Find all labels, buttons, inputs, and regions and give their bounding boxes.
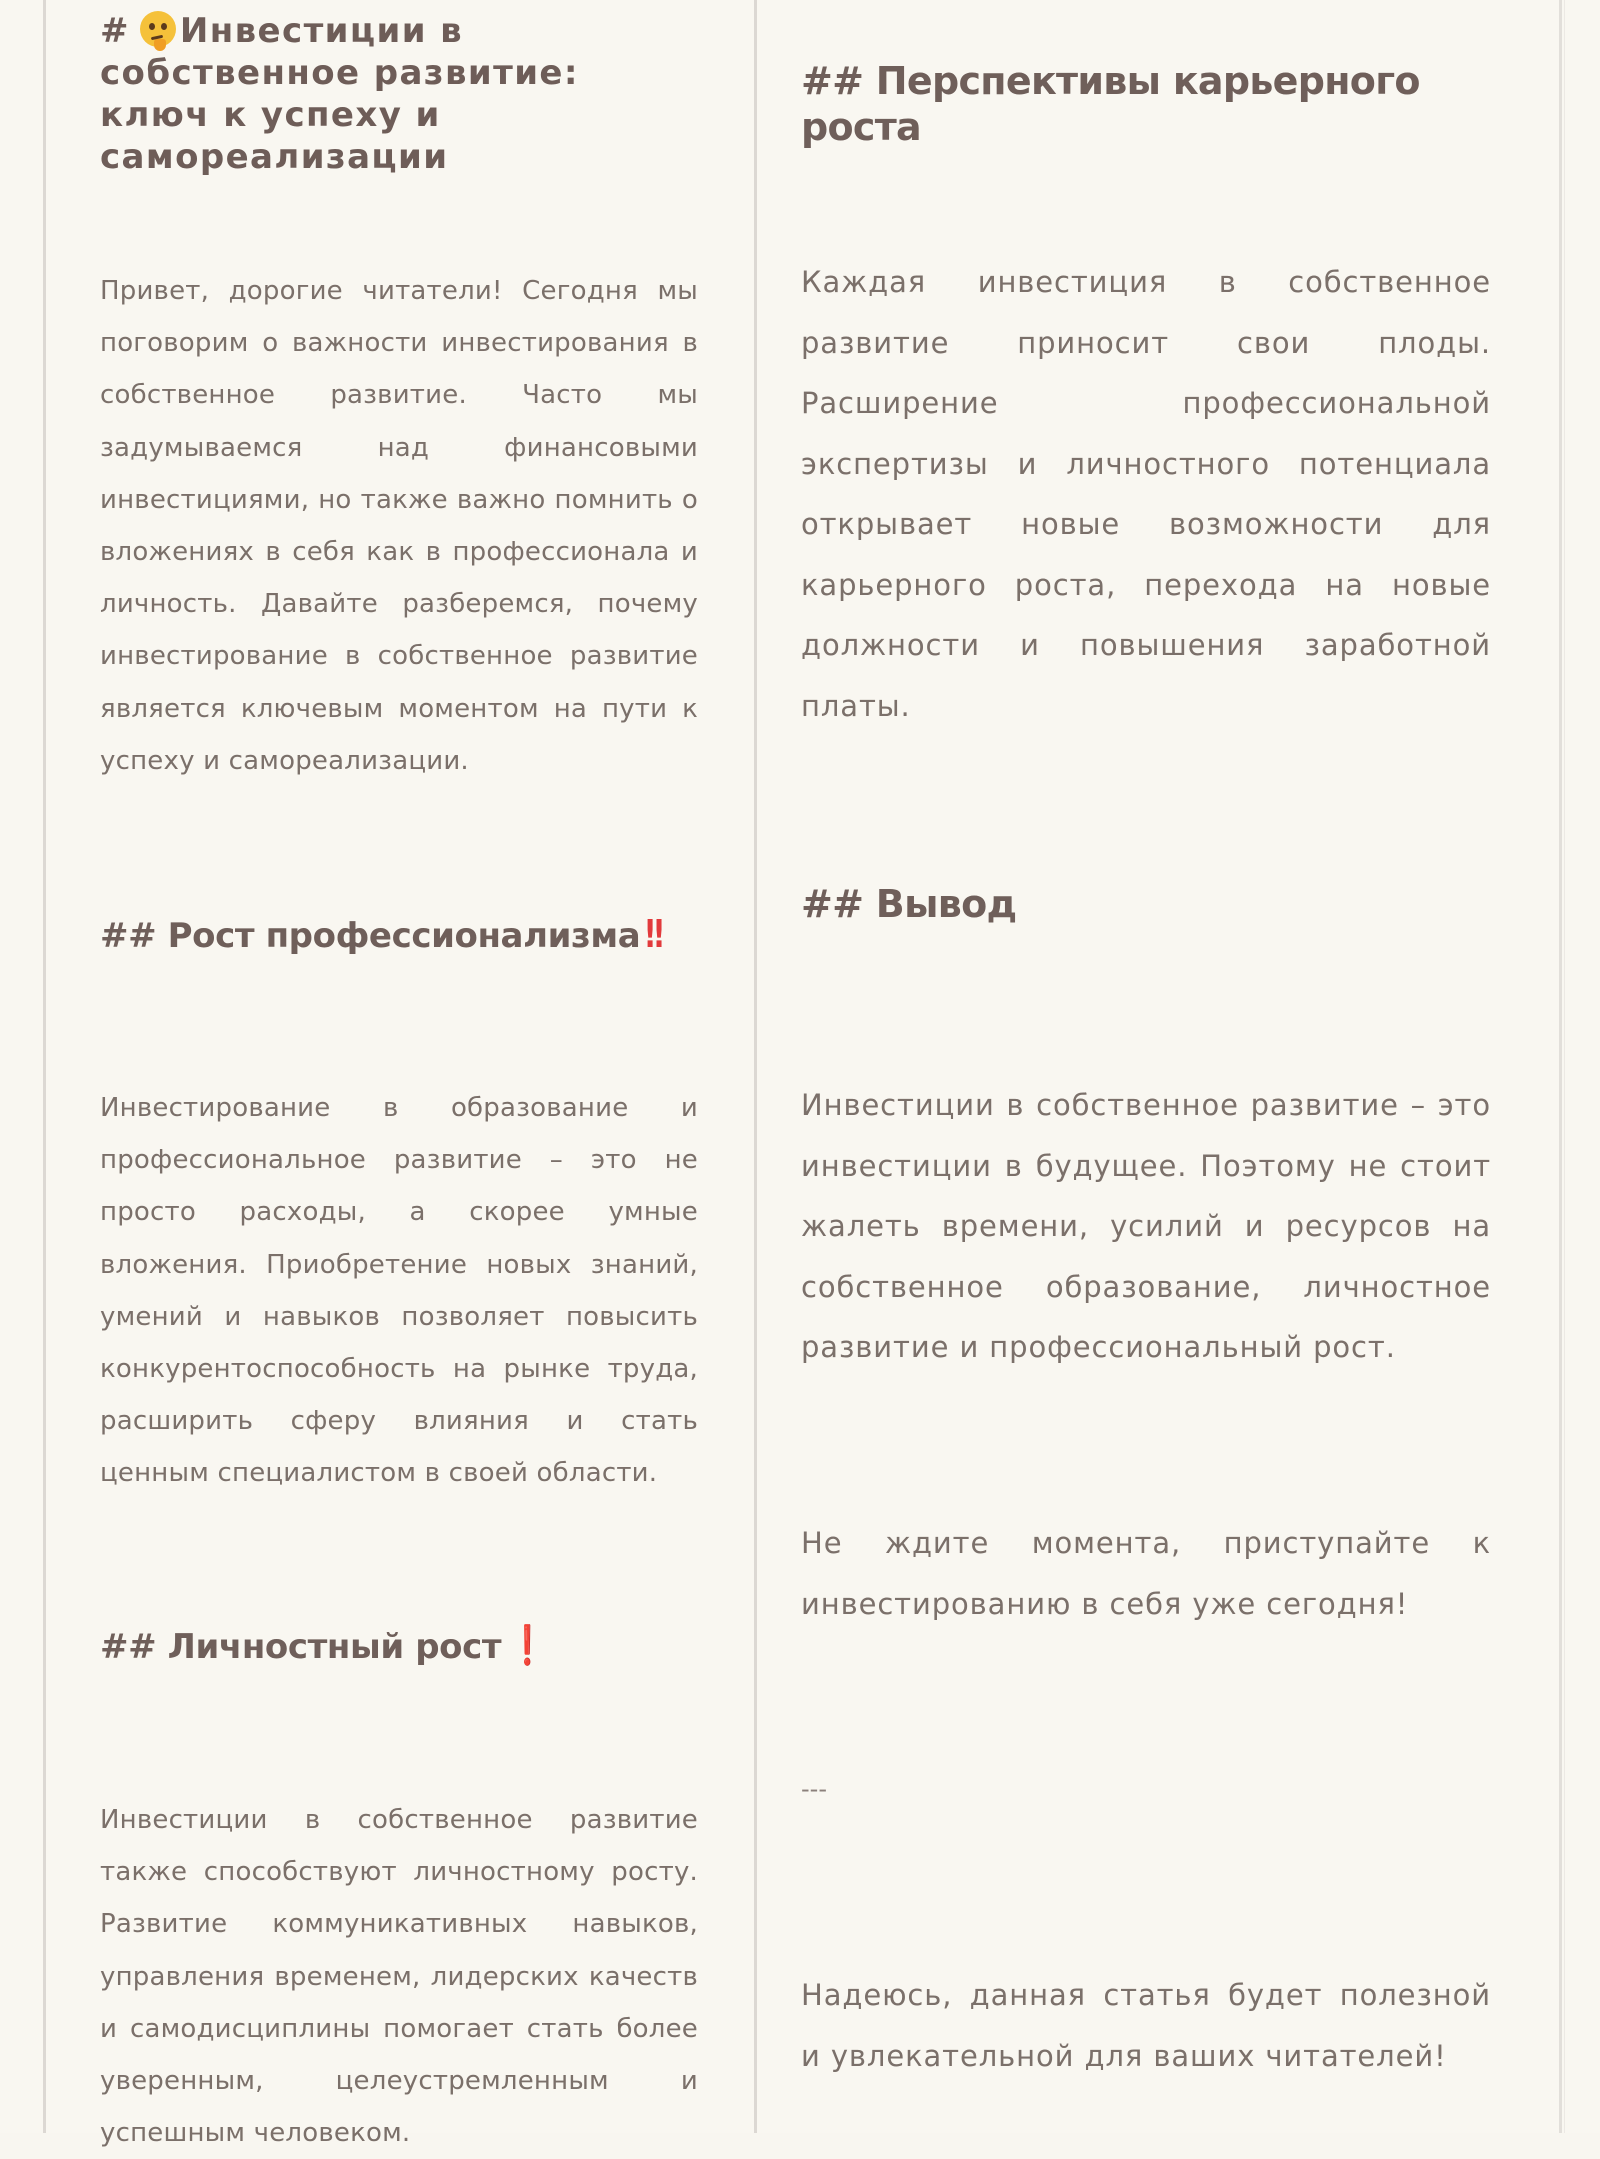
section-heading-personal-growth [100, 1624, 549, 1668]
section-title-personal-growth: ## Личностный рост [100, 1627, 502, 1667]
call-to-action-paragraph: Не ждите момента, приступайте к инвестированию в себя уже сегодня! [801, 1526, 1491, 1621]
article-title [100, 10, 698, 178]
intro-paragraph: Привет, дорогие читатели! Сегодня мы поговорим о важности инвестирования в собственное развитие. Часто мы задумываемся над финансовыми инвестициями, но также важно помнить о вложениях в себя как в профессионала и личность. Давайте разберемся, почему инвестирование в собственное развитие является ключевым моментом на пути к успеху и самореализации. [100, 276, 698, 776]
column-divider [754, 0, 757, 2133]
right-margin-rule [1559, 0, 1562, 2133]
personal-growth-paragraph: Инвестиции в собственное развитие также способствуют личностному росту. Развитие коммуникативных навыков, управления временем, лидерских качеств и самодисциплины помогает стать более уверенным, целеустремленным и успешным человеком. [100, 1805, 698, 2149]
thinking-face-icon [140, 11, 176, 47]
title-text: Инвестиции в собственное развитие: ключ к успеху и самореализации [100, 11, 579, 177]
title-hash: # [100, 11, 130, 51]
section-heading-conclusion: ## Вывод [801, 882, 1017, 926]
left-margin-rule [43, 0, 46, 2133]
text-divider: --- [801, 1775, 827, 1803]
exclamation-icon: ❗ [509, 1623, 543, 1667]
thinking-hand-icon [154, 39, 166, 51]
conclusion-paragraph: Инвестиции в собственное развитие – это инвестиции в будущее. Поэтому не стоит жалеть времени, усилий и ресурсов на собственное образование, личностное развитие и профессиональный рост. [801, 1088, 1491, 1364]
double-exclamation-icon: ‼ [645, 912, 662, 956]
section-title-professionalism: ## Рост профессионализма [100, 916, 641, 956]
section-heading-professionalism [100, 913, 664, 957]
career-paragraph: Каждая инвестиция в собственное развитие приносит свои плоды. Расширение профессиональной экспертизы и личностного потенциала открывает новые возможности для карьерного роста, перехода на новые должности и повышения заработной платы. [801, 265, 1491, 723]
right-margin-shadow [1564, 0, 1565, 2133]
section-heading-career: ## Перспективы карьерного роста [801, 59, 1420, 149]
professionalism-paragraph: Инвестирование в образование и профессиональное развитие – это не просто расходы, а скорее умные вложения. Приобретение новых знаний, умений и навыков позволяет повысить конкурентоспособность на рынке труда, расширить сферу влияния и стать ценным специалистом в своей области. [100, 1093, 698, 1489]
closing-paragraph: Надеюсь, данная статья будет полезной и увлекательной для ваших читателей! [801, 1978, 1491, 2073]
